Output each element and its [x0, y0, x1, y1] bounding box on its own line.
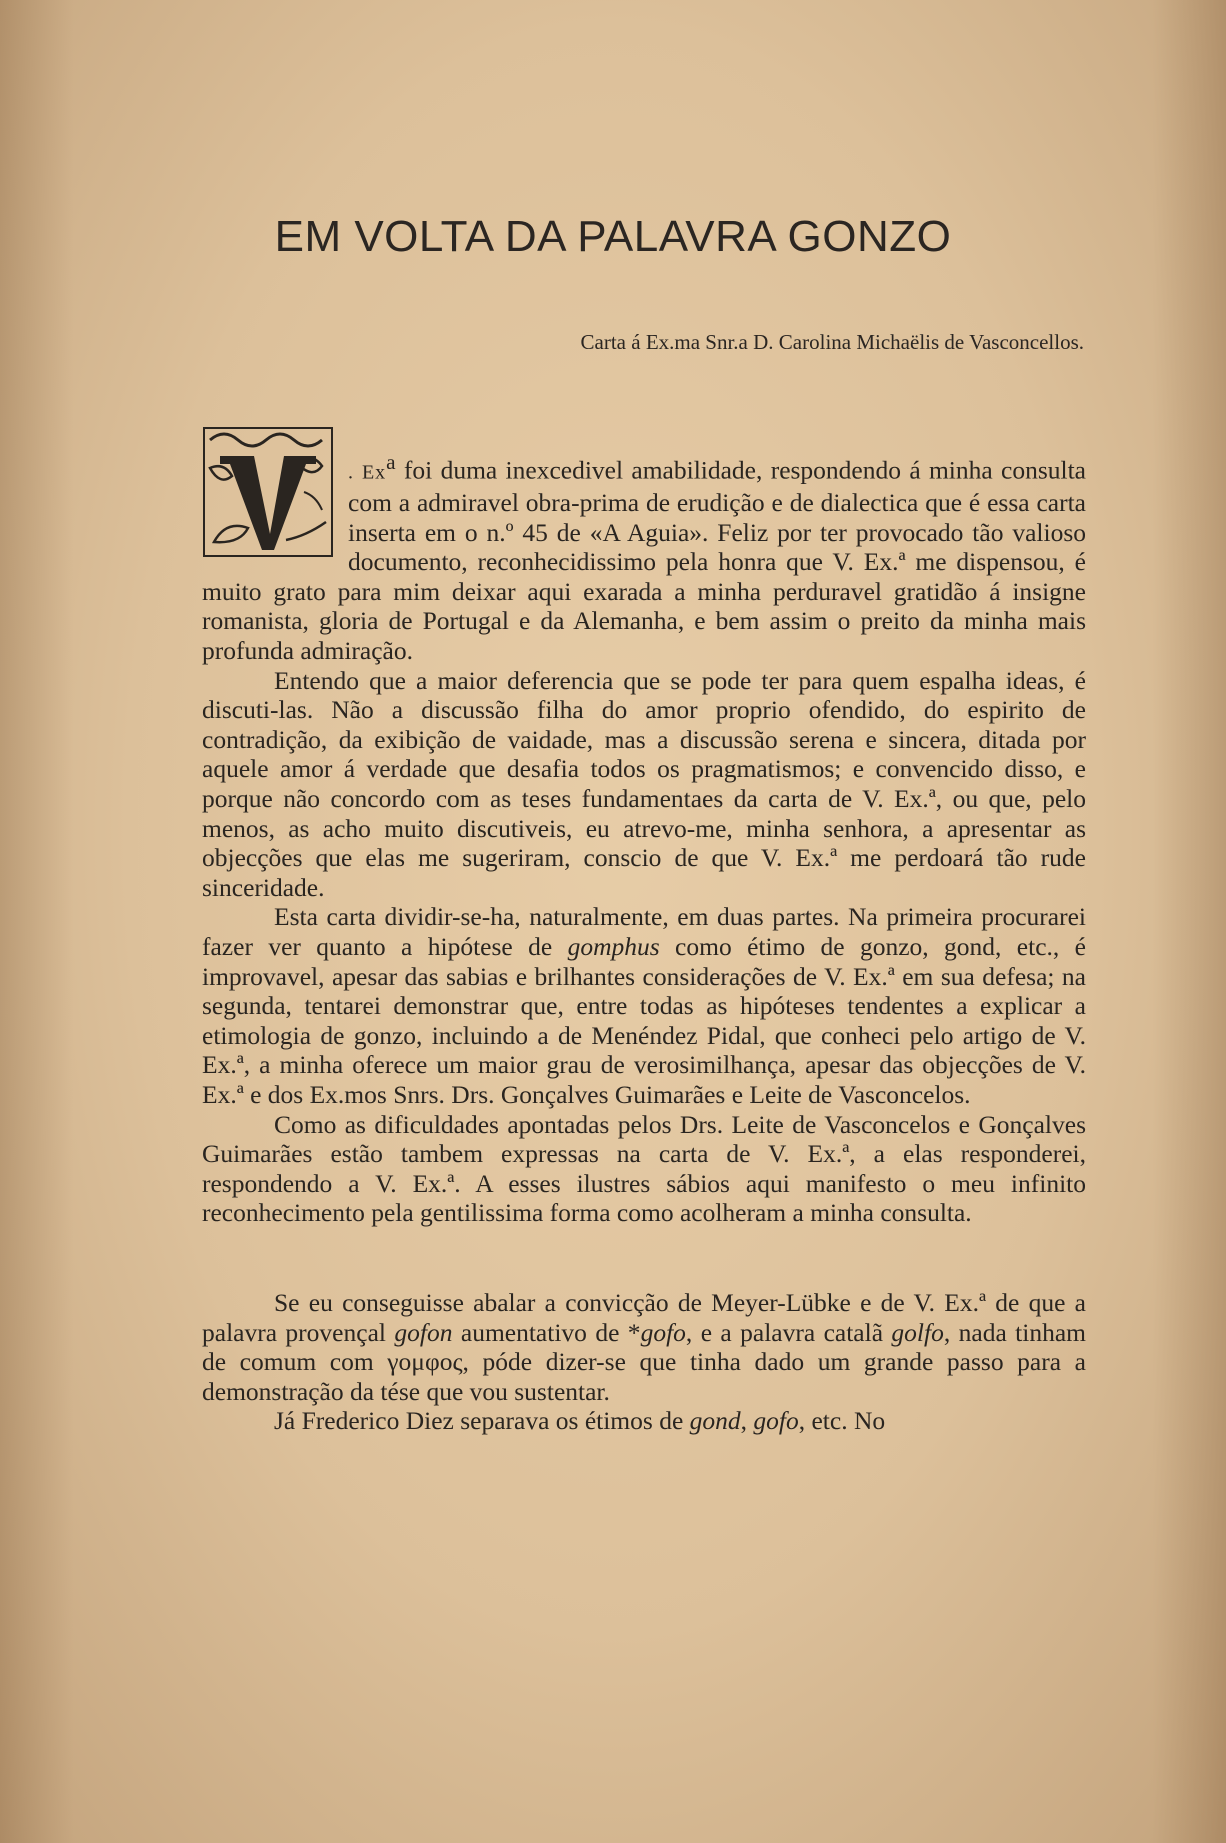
paragraph-3-italic: gomphus: [567, 932, 660, 961]
paragraph-6-part-1: Já Frederico Diez separava os étimos de: [274, 1406, 690, 1436]
dedication-subtitle: Carta á Ex.ma Snr.a D. Carolina Michaëlis de Vasconcellos.: [580, 330, 1084, 354]
page-title: EM VOLTA DA PALAVRA GONZO: [274, 212, 952, 261]
paragraph-5: [202, 1288, 1086, 1406]
paragraph-6-italic-2: gofo: [753, 1406, 799, 1436]
paragraph-3-pre: Esta carta dividir-se-ha, naturalmente, em duas partes. Na primeira procurarei fazer ver quanto a hipótese de: [202, 902, 1086, 961]
paragraph-4: Como as dificuldades apontadas pelos Drs. Leite de Vasconcelos e Gonçalves Guimarães estão tambem expressas na carta de V. Ex.ª, a elas responderei, respondendo a V. Ex.ª. A esses ilustres sábios aqui manifesto o meu infinito reconhecimento pela gentilissima forma como acolheram a minha consulta.: [202, 1109, 1086, 1228]
paragraph-5-part-1: Se eu conseguisse abalar a convicção de Meyer-Lübke e de V. Ex.ª de que a palavra provençal: [202, 1287, 1086, 1347]
paragraph-6-italic-1: gond: [689, 1406, 741, 1436]
paragraph-6-part-3: , etc. No: [798, 1406, 886, 1436]
paragraph-1-sup: a: [386, 450, 396, 474]
paragraph-3-post: como étimo de gonzo, gond, etc., é improvavel, apesar das sabias e brilhantes considerações de V. Ex.ª em sua defesa; na segunda, tentarei demonstrar que, entre todas as hipóteses tendentes a explicar a etimologia de gonzo, incluindo a de Menéndez Pidal, que conheci pelo artigo de V. Ex.ª, a minha oferece um maior grau de verosimilhança, apesar das objecções de V. Ex.ª e dos Ex.mos Snrs. Drs. Gonçalves Guimarães e Leite de Vasconcelos.: [202, 932, 1086, 1109]
paragraph-2: Entendo que a maior deferencia que se pode ter para quem espalha ideas, é discuti-las. Não a discussão filha do amor proprio ofendido, do espirito de contradição, da exibição de vaidade, mas a discussão serena e sincera, ditada por aquele amor á verdade que desafia todos os pragmatismos; e convencido disso, e porque não concordo com as teses fundamentaes da carta de V. Ex.ª, ou que, pelo menos, as acho muito discutiveis, eu atrevo-me, minha senhora, a apresentar as objecções que elas me sugeriram, conscio de que V. Ex.ª me perdoará tão rude sinceridade.: [202, 665, 1086, 902]
paragraph-3: [202, 902, 1086, 1109]
dropcap-letter: V: [267, 534, 269, 535]
section-gap: [202, 1228, 1086, 1288]
paragraph-1-text: foi duma inexcedivel amabilidade, respondendo á minha consulta com a admiravel obra-prima de erudição e de dialectica que é essa carta inserta em o n.º 45 de «A Aguia». Feliz por ter provocado tão valioso documento, reconhecidissimo pela honra que V. Ex.ª me dispensou, é muito grato para mim deixar aqui exarada a minha perduravel gratidão á insigne romanista, gloria de Portugal e da Alemanha, e bem assim o preito da minha mais profunda admiração.: [202, 455, 1086, 666]
letter-body: [202, 448, 1086, 1436]
paragraph-1: [202, 448, 1086, 666]
paragraph-5-italic-1: gofon: [394, 1317, 453, 1347]
paragraph-5-part-3: , e a palavra catalã: [685, 1317, 892, 1347]
paragraph-1-lead: . Ex: [348, 461, 387, 484]
paragraph-6-part-2: ,: [740, 1406, 754, 1436]
paragraph-5-part-2: aumentativo de *: [452, 1317, 641, 1347]
paragraph-5-italic-2: gofo: [640, 1317, 686, 1347]
paragraph-5-part-4: , nada tinham de comum com γομφος, póde dizer-se que tinha dado um grande passo para a demonstração da tése que vou sustentar.: [202, 1317, 1086, 1406]
ornamental-dropcap-icon: [200, 422, 336, 562]
paragraph-5-italic-3: golfo: [891, 1317, 944, 1347]
paragraph-6: [202, 1406, 1086, 1436]
